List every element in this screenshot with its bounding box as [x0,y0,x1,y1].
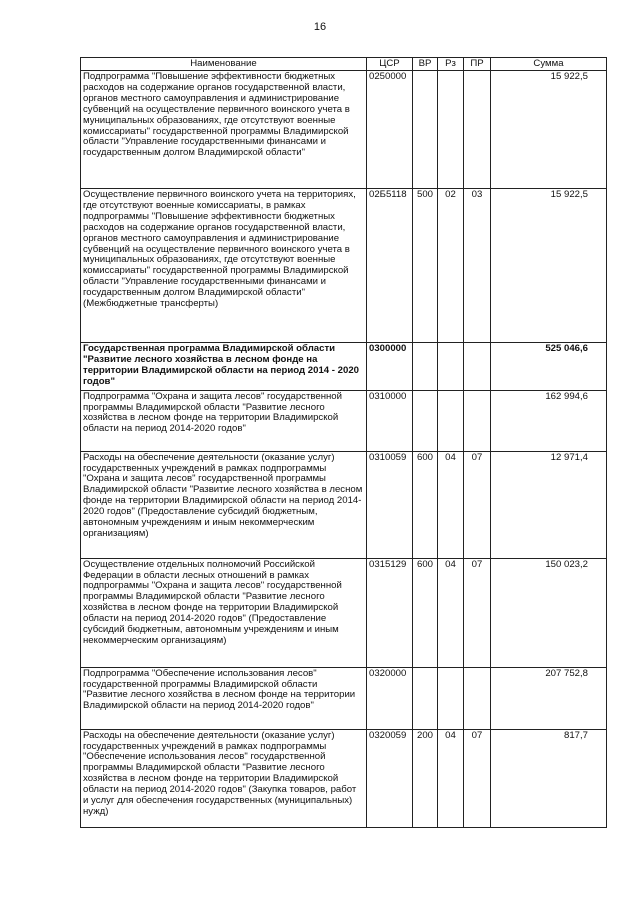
row-sum: 525 046,6 [491,343,607,391]
row-name: Подпрограмма "Повышение эффективности бюджетных расходов на содержание органов государственной власти, органов местного самоуправления и администрирование субвенций на осуществление первичного воинского учета в муниципальных образованиях, где отсутствуют военные комиссариаты" государственной программы Владимирской области "Управление государственными финансами и государственным долгом Владимирской области" [81,71,367,189]
table-row [81,558,607,667]
row-vr: 200 [413,729,438,827]
row-pr [464,343,491,391]
row-csr: 0315129 [367,558,413,667]
row-sum: 162 994,6 [491,390,607,451]
row-name: Расходы на обеспечение деятельности (оказание услуг) государственных учреждений в рамках подпрограммы "Обеспечение использования лесов" государственной программы Владимирской области "Развитие лесного хозяйства в лесном фонде на территории Владимирской области на период 2014-2020 годов" (Закупка товаров, работ и услуг для обеспечения государственных (муниципальных) нужд) [81,729,367,827]
row-pr [464,390,491,451]
row-sum: 12 971,4 [491,451,607,558]
row-sum: 207 752,8 [491,667,607,729]
row-sum: 817,7 [491,729,607,827]
page-number: 16 [313,21,327,33]
row-name: Осуществление первичного воинского учета на территориях, где отсутствуют военные комиссариаты, в рамках подпрограммы "Повышение эффективности бюджетных расходов на содержание органов государственной власти, органов местного самоуправления и администрирование субвенций на осуществление первичного воинского учета в муниципальных образованиях, где отсутствуют военные комиссариаты" государственной программы Владимирской области "Управление государственными финансами и государственным долгом Владимирской области" (Межбюджетные трансферты) [81,189,367,343]
row-pr: 07 [464,729,491,827]
table-row [81,667,607,729]
row-vr [413,343,438,391]
row-vr [413,667,438,729]
row-name: Расходы на обеспечение деятельности (оказание услуг) государственных учреждений в рамках подпрограммы "Охрана и защита лесов" государственной программы Владимирской области "Развитие лесного хозяйства в лесном фонде на территории Владимирской области на период 2014-2020 годов" (Предоставление субсидий бюджетным, автономным учреждениям и иным некоммерческим организациям) [81,451,367,558]
row-rz [438,71,464,189]
row-csr: 0320059 [367,729,413,827]
row-rz: 04 [438,451,464,558]
row-rz: 04 [438,729,464,827]
row-rz [438,390,464,451]
header-vr: ВР [413,58,438,71]
header-csr: ЦСР [367,58,413,71]
row-rz: 02 [438,189,464,343]
row-csr: 0310000 [367,390,413,451]
row-csr: 0310059 [367,451,413,558]
table-row [81,451,607,558]
row-name: Осуществление отдельных полномочий Российской Федерации в области лесных отношений в рамках подпрограммы "Охрана и защита лесов" государственной программы Владимирской области "Развитие лесного хозяйства в лесном фонде на территории Владимирской области на период 2014-2020 годов" (Предоставление субсидий бюджетным, автономным учреждениям и иным некоммерческим организациям) [81,558,367,667]
row-vr: 500 [413,189,438,343]
row-pr: 03 [464,189,491,343]
row-name: Подпрограмма "Охрана и защита лесов" государственной программы Владимирской области "Развитие лесного хозяйства в лесном фонде на территории Владимирской области на период 2014-2020 годов" [81,390,367,451]
row-vr [413,390,438,451]
row-pr [464,71,491,189]
table-header-row [81,58,607,71]
table-row [81,390,607,451]
row-sum: 15 922,5 [491,189,607,343]
row-csr: 0250000 [367,71,413,189]
table-row [81,343,607,391]
header-rz: Рз [438,58,464,71]
row-rz [438,343,464,391]
budget-table [80,57,607,828]
row-sum: 150 023,2 [491,558,607,667]
row-vr [413,71,438,189]
row-sum: 15 922,5 [491,71,607,189]
row-pr [464,667,491,729]
row-rz: 04 [438,558,464,667]
table-row [81,729,607,827]
row-vr: 600 [413,558,438,667]
row-name: Государственная программа Владимирской области "Развитие лесного хозяйства в лесном фонде на территории Владимирской области на период 2014 - 2020 годов" [81,343,367,391]
table-row [81,71,607,189]
header-name: Наименование [81,58,367,71]
row-name: Подпрограмма "Обеспечение использования лесов" государственной программы Владимирской области "Развитие лесного хозяйства в лесном фонде на территории Владимирской области на период 2014-2020 годов" [81,667,367,729]
header-sum: Сумма [491,58,607,71]
row-pr: 07 [464,451,491,558]
row-pr: 07 [464,558,491,667]
row-rz [438,667,464,729]
row-csr: 0320000 [367,667,413,729]
row-csr: 0300000 [367,343,413,391]
row-vr: 600 [413,451,438,558]
table-row [81,189,607,343]
header-pr: ПР [464,58,491,71]
row-csr: 02Б5118 [367,189,413,343]
